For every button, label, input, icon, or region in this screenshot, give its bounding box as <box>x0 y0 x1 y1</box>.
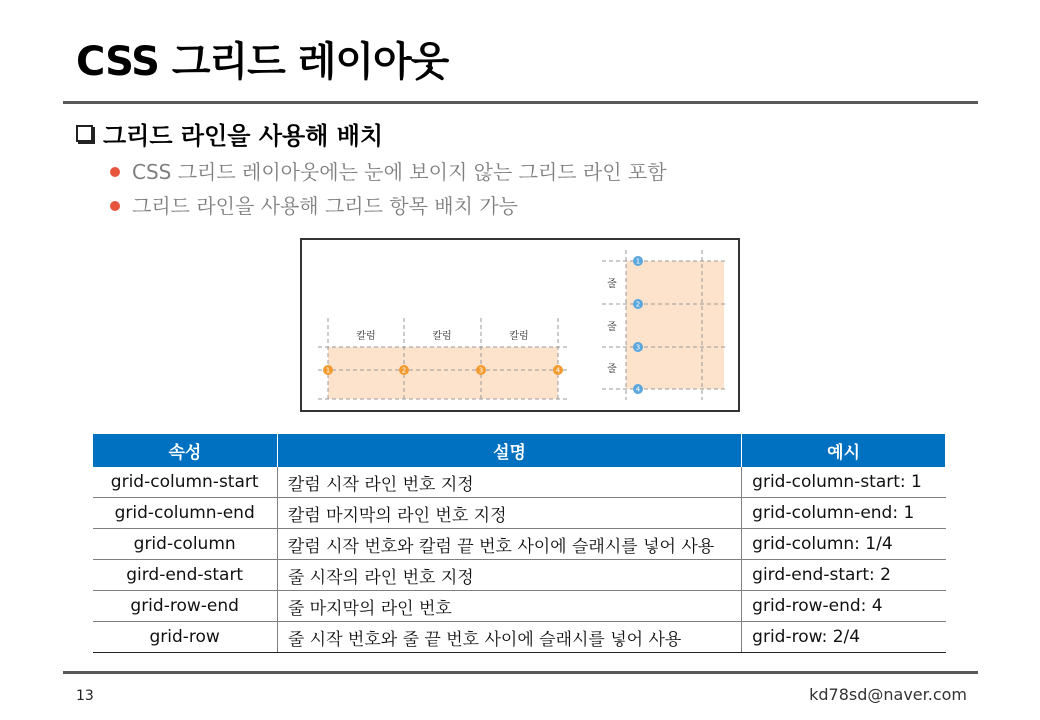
description-cell: 줄 시작의 라인 번호 지정 <box>277 560 741 591</box>
table-row <box>93 498 946 529</box>
title-divider <box>63 101 978 104</box>
grid-line-diagram-svg <box>302 240 738 410</box>
property-cell: gird-end-start <box>93 560 278 591</box>
property-cell: grid-column-end <box>93 498 278 529</box>
description-cell: 칼럼 시작 라인 번호 지정 <box>277 467 741 498</box>
footer-divider <box>63 671 978 674</box>
row-line-number: 4 <box>635 385 641 394</box>
row-label: 줄 <box>607 322 617 333</box>
bullet-text: CSS 그리드 레이아웃에는 눈에 보이지 않는 그리드 라인 포함 <box>132 160 667 184</box>
column-line-number: 2 <box>401 366 407 375</box>
description-cell: 칼럼 시작 번호와 칼럼 끝 번호 사이에 슬래시를 넣어 사용 <box>277 529 741 560</box>
row-line-number: 1 <box>635 257 641 266</box>
column-grid-fill <box>325 347 558 399</box>
bullet-list <box>110 155 667 223</box>
example-cell: grid-column-start: 1 <box>742 467 946 498</box>
description-cell: 줄 마지막의 라인 번호 <box>277 591 741 622</box>
column-line-number: 1 <box>325 366 331 375</box>
grid-line-diagram <box>300 238 740 412</box>
row-label: 줄 <box>607 364 617 375</box>
column-line-number: 4 <box>555 366 561 375</box>
description-cell: 칼럼 마지막의 라인 번호 지정 <box>277 498 741 529</box>
table-row <box>93 529 946 560</box>
bullet-dot-icon <box>110 201 120 211</box>
bullet-item <box>110 189 667 223</box>
grid-properties-table <box>92 434 946 653</box>
property-cell: grid-column <box>93 529 278 560</box>
page-number: 13 <box>76 688 94 704</box>
table-row <box>93 560 946 591</box>
column-label: 칼럼 <box>356 331 376 342</box>
section-heading-text: 그리드 라인을 사용해 배치 <box>103 122 384 150</box>
section-heading <box>76 116 383 151</box>
slide-title: CSS 그리드 레이아웃 <box>76 39 449 85</box>
table-row <box>93 591 946 622</box>
property-cell: grid-column-start <box>93 467 278 498</box>
bullet-item <box>110 155 667 189</box>
example-cell: gird-end-start: 2 <box>742 560 946 591</box>
table-header-row <box>93 434 946 467</box>
row-line-number: 3 <box>635 343 641 352</box>
example-cell: grid-column: 1/4 <box>742 529 946 560</box>
table-header-example: 예시 <box>742 434 946 467</box>
author-email: kd78sd@naver.com <box>809 685 967 704</box>
description-cell: 줄 시작 번호와 줄 끝 번호 사이에 슬래시를 넣어 사용 <box>277 622 741 653</box>
table-row <box>93 467 946 498</box>
property-cell: grid-row <box>93 622 278 653</box>
table-header-description: 설명 <box>277 434 741 467</box>
column-label: 칼럼 <box>509 331 529 342</box>
column-label: 칼럼 <box>432 331 452 342</box>
row-line-number: 2 <box>635 300 641 309</box>
checkbox-bullet-icon <box>76 125 93 142</box>
table-header-property: 속성 <box>93 434 278 467</box>
example-cell: grid-row: 2/4 <box>742 622 946 653</box>
example-cell: grid-row-end: 4 <box>742 591 946 622</box>
property-cell: grid-row-end <box>93 591 278 622</box>
row-label: 줄 <box>607 279 617 290</box>
row-grid-fill <box>626 261 724 389</box>
table-row <box>93 622 946 653</box>
bullet-dot-icon <box>110 167 120 177</box>
column-line-number: 3 <box>478 366 484 375</box>
bullet-text: 그리드 라인을 사용해 그리드 항목 배치 가능 <box>132 194 518 218</box>
example-cell: grid-column-end: 1 <box>742 498 946 529</box>
